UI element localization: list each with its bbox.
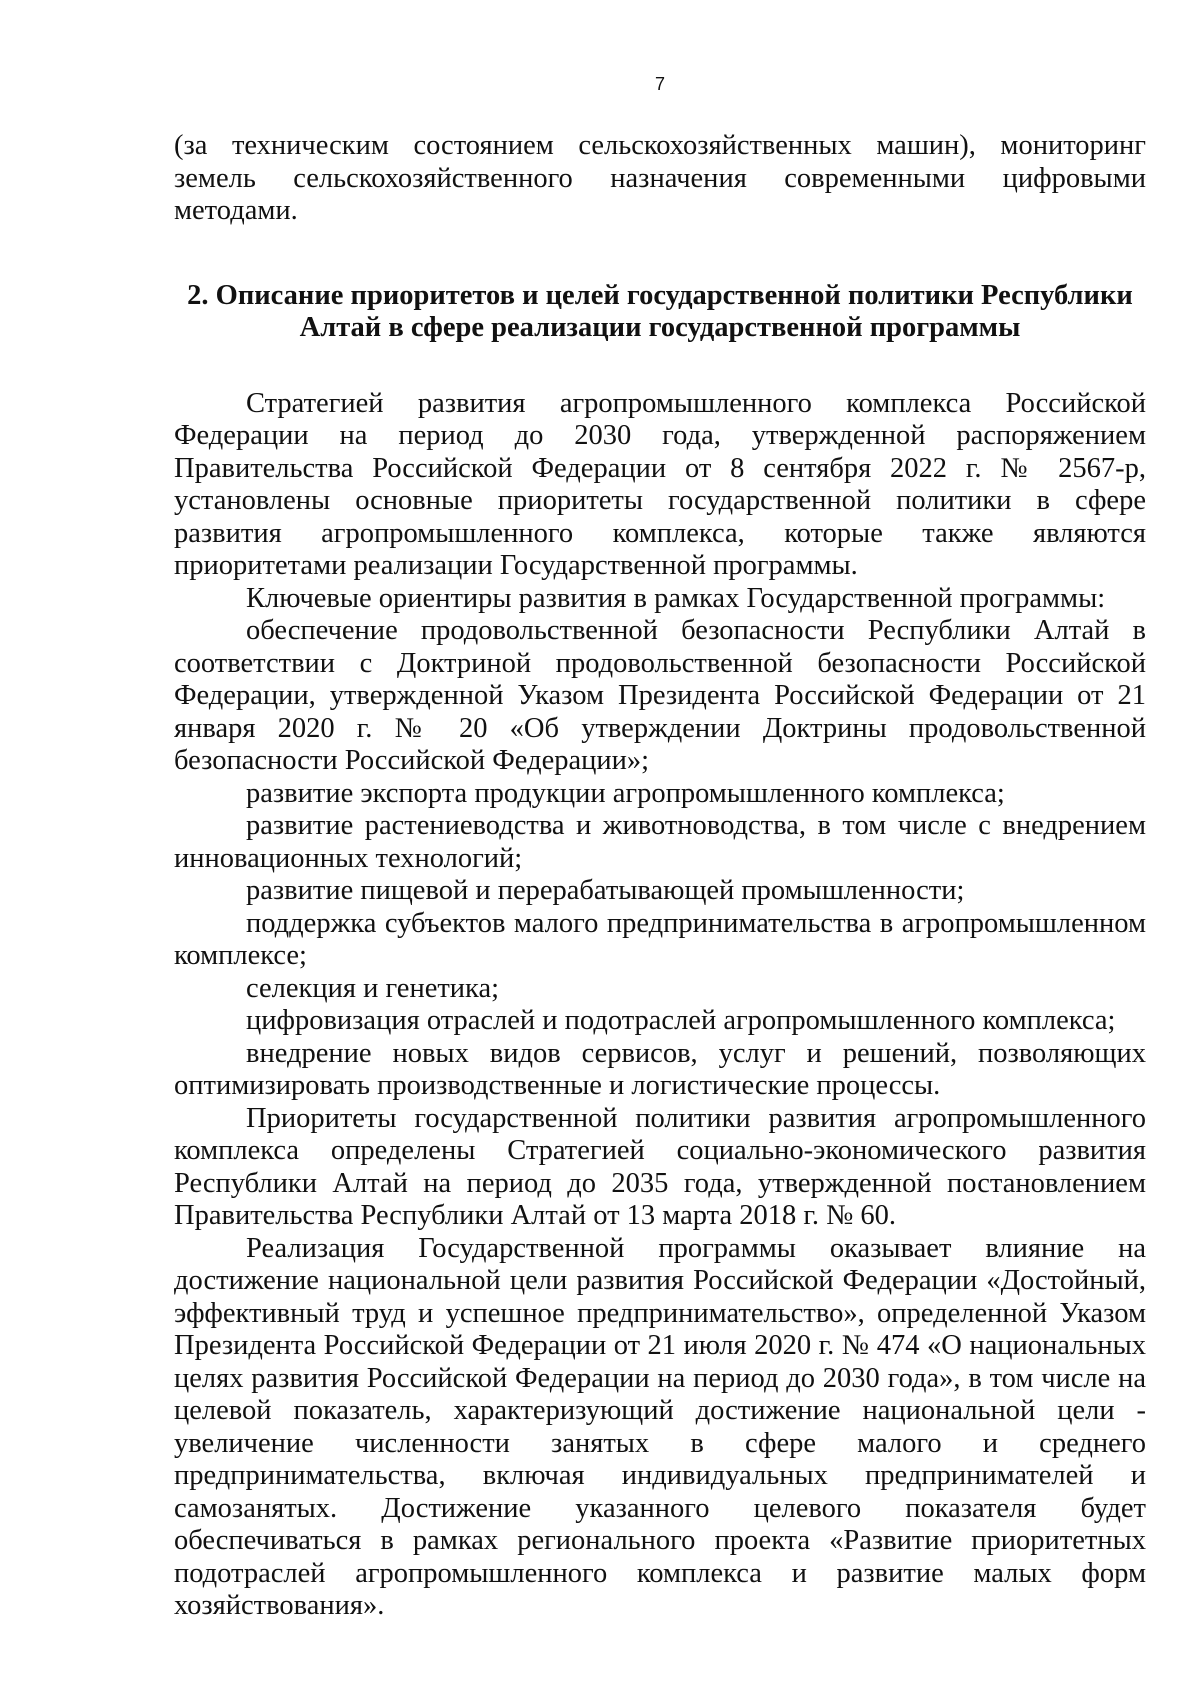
list-item-crop-livestock: развитие растениеводства и животноводства, в том числе с внедрением инновационных технологий;	[174, 810, 1146, 874]
list-item-food-industry: развитие пищевой и перерабатывающей промышленности;	[246, 875, 965, 906]
intro-paragraph: (за техническим состоянием сельскохозяйственных машин), мониторинг земель сельскохозяйственного назначения современными цифровыми методами.	[174, 130, 1146, 226]
document-page	[174, 72, 1146, 1623]
page-number: 7	[654, 74, 665, 94]
paragraph-strategy: Стратегией развития агропромышленного комплекса Российской Федерации на период до 2030 года, утвержденной распоряжением Правительства Российской Федерации от 8 сентября 2022 г. № 2567-р, установлены основные приоритеты государственной политики в сфере развития агропромышленного комплекса, которые также являются приоритетами реализации Государственной программы.	[174, 387, 1146, 581]
list-item-selection-genetics: селекция и генетика;	[246, 972, 500, 1004]
paragraph-regional-strategy: Приоритеты государственной политики развития агропромышленного комплекса определены Стратегией социально-экономического развития Республики Алтай на период до 2035 года, утвержденной постановлением Правительства Республики Алтай от 13 марта 2018 г. № 60.	[174, 1102, 1146, 1231]
paragraph-key-guidelines: Ключевые ориентиры развития в рамках Государственной программы:	[246, 582, 1106, 614]
list-item-small-business: поддержка субъектов малого предпринимательства в агропромышленном комплексе;	[174, 907, 1146, 971]
list-item-food-security: обеспечение продовольственной безопасности Республики Алтай в соответствии с Доктриной продовольственной безопасности Российской Федерации, утвержденной Указом Президента Российской Федерации от 21 января 2020 г. № 20 «Об утверждении Доктрины продовольственной безопасности Российской Федерации»;	[174, 615, 1146, 776]
list-item-digitalization: цифровизация отраслей и подотраслей агропромышленного комплекса;	[246, 1005, 1116, 1036]
list-item-export: развитие экспорта продукции агропромышленного комплекса;	[246, 777, 1005, 809]
list-item-new-services: внедрение новых видов сервисов, услуг и решений, позволяющих оптимизировать производственные и логистические процессы.	[174, 1037, 1146, 1101]
paragraph-national-goal: Реализация Государственной программы оказывает влияние на достижение национальной цели развития Российской Федерации «Достойный, эффективный труд и успешное предпринимательство», определенной Указом Президента Российской Федерации от 21 июля 2020 г. № 474 «О национальных целях развития Российской Федерации на период до 2030 года», в том числе на целевой показатель, характеризующий достижение национальной цели - увеличение численности занятых в сфере малого и среднего предпринимательства, включая индивидуальных предпринимателей и самозанятых. Достижение указанного целевого показателя будет обеспечиваться в рамках регионального проекта «Развитие приоритетных подотраслей агропромышленного комплекса и развитие малых форм хозяйствования».	[174, 1232, 1146, 1621]
section-heading: 2. Описание приоритетов и целей государственной политики Республики Алтай в сфере реализации государственной программы	[187, 279, 1133, 343]
